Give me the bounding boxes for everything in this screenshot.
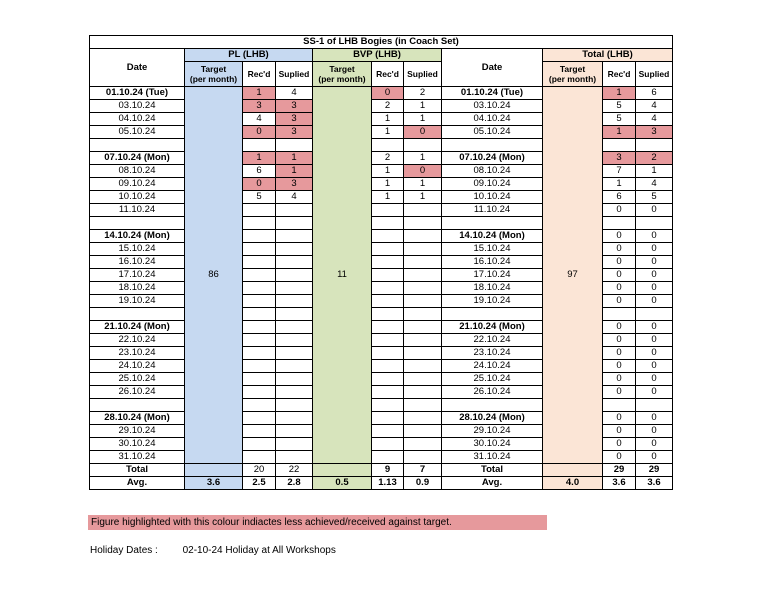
pl-suplied-cell (276, 321, 313, 334)
date-cell: 31.10.24 (90, 451, 185, 464)
pl-recd-cell: 1 (243, 87, 276, 100)
total-suplied-cell: 0 (636, 438, 673, 451)
date-cell: 25.10.24 (90, 373, 185, 386)
pl-suplied-header: Suplied (276, 62, 313, 87)
total-recd-avg: 3.6 (603, 477, 636, 490)
bvp-suplied-cell (404, 282, 442, 295)
date-cell: 19.10.24 (90, 295, 185, 308)
pl-suplied-cell (276, 451, 313, 464)
total-recd-cell: 1 (603, 87, 636, 100)
total-recd-cell: 5 (603, 113, 636, 126)
total-recd-cell: 0 (603, 230, 636, 243)
pl-recd-cell: 3 (243, 100, 276, 113)
pl-recd-cell (243, 217, 276, 230)
date-cell-2: 07.10.24 (Mon) (442, 152, 543, 165)
total-suplied-total: 29 (636, 464, 673, 477)
total-label-2: Total (442, 464, 543, 477)
bvp-suplied-cell (404, 347, 442, 360)
date-cell-2: 04.10.24 (442, 113, 543, 126)
bvp-target-avg: 0.5 (313, 477, 372, 490)
date-cell (90, 217, 185, 230)
pl-recd-cell (243, 334, 276, 347)
pl-recd-cell (243, 425, 276, 438)
date-cell: 07.10.24 (Mon) (90, 152, 185, 165)
pl-suplied-cell (276, 412, 313, 425)
date-cell (90, 308, 185, 321)
bvp-suplied-cell (404, 295, 442, 308)
bvp-recd-cell (372, 334, 404, 347)
pl-suplied-cell (276, 282, 313, 295)
bvp-target-cell: 11 (313, 87, 372, 464)
bvp-recd-cell (372, 295, 404, 308)
date-cell-2: 29.10.24 (442, 425, 543, 438)
bvp-suplied-cell (404, 139, 442, 152)
holiday-label: Holiday Dates : (90, 545, 158, 556)
total-target-header: Target (per month) (543, 62, 603, 87)
date-cell: 21.10.24 (Mon) (90, 321, 185, 334)
total-suplied-cell: 0 (636, 204, 673, 217)
bvp-suplied-cell: 1 (404, 113, 442, 126)
total-suplied-cell: 0 (636, 269, 673, 282)
pl-recd-header: Rec'd (243, 62, 276, 87)
avg-row (90, 477, 673, 490)
date-cell-2: 14.10.24 (Mon) (442, 230, 543, 243)
date-cell-2: 01.10.24 (Tue) (442, 87, 543, 100)
bvp-suplied-cell (404, 256, 442, 269)
total-recd-cell: 0 (603, 425, 636, 438)
date-cell: 11.10.24 (90, 204, 185, 217)
date-cell: 10.10.24 (90, 191, 185, 204)
pl-recd-cell (243, 230, 276, 243)
pl-suplied-avg: 2.8 (276, 477, 313, 490)
total-suplied-cell: 0 (636, 451, 673, 464)
pl-recd-cell (243, 360, 276, 373)
pl-recd-cell (243, 256, 276, 269)
pl-suplied-cell (276, 386, 313, 399)
date-cell-2 (442, 308, 543, 321)
bvp-recd-cell (372, 399, 404, 412)
pl-suplied-cell: 3 (276, 100, 313, 113)
pl-suplied-cell (276, 217, 313, 230)
pl-recd-cell (243, 438, 276, 451)
bvp-recd-header: Rec'd (372, 62, 404, 87)
date-cell: 24.10.24 (90, 360, 185, 373)
bvp-suplied-cell: 1 (404, 100, 442, 113)
total-recd-cell: 0 (603, 204, 636, 217)
bvp-recd-avg: 1.13 (372, 477, 404, 490)
bvp-recd-cell (372, 282, 404, 295)
pl-recd-cell (243, 243, 276, 256)
pl-suplied-cell: 3 (276, 113, 313, 126)
bvp-recd-cell: 1 (372, 126, 404, 139)
date-header-2: Date (442, 49, 543, 87)
pl-suplied-cell: 4 (276, 87, 313, 100)
total-row (90, 464, 673, 477)
total-suplied-cell: 6 (636, 87, 673, 100)
pl-recd-cell (243, 347, 276, 360)
date-cell-2 (442, 217, 543, 230)
total-recd-cell (603, 217, 636, 230)
bvp-recd-cell: 2 (372, 152, 404, 165)
total-suplied-cell (636, 139, 673, 152)
total-suplied-cell: 1 (636, 165, 673, 178)
pl-target-header: Target (per month) (185, 62, 243, 87)
bvp-target-total (313, 464, 372, 477)
bvp-recd-cell (372, 139, 404, 152)
pl-suplied-cell: 3 (276, 126, 313, 139)
bvp-suplied-cell (404, 399, 442, 412)
bvp-recd-cell (372, 308, 404, 321)
date-cell: 01.10.24 (Tue) (90, 87, 185, 100)
table-row (90, 87, 673, 100)
pl-suplied-total: 22 (276, 464, 313, 477)
bvp-recd-cell (372, 243, 404, 256)
date-cell: 30.10.24 (90, 438, 185, 451)
date-cell-2: 17.10.24 (442, 269, 543, 282)
pl-suplied-cell (276, 373, 313, 386)
bvp-suplied-cell (404, 321, 442, 334)
bvp-recd-cell (372, 217, 404, 230)
total-recd-cell: 0 (603, 438, 636, 451)
total-target-avg: 4.0 (543, 477, 603, 490)
date-cell-2: 09.10.24 (442, 178, 543, 191)
date-cell-2: 23.10.24 (442, 347, 543, 360)
pl-suplied-cell (276, 308, 313, 321)
holiday-value: 02-10-24 Holiday at All Workshops (182, 545, 336, 556)
bvp-recd-cell (372, 360, 404, 373)
bvp-suplied-header: Suplied (404, 62, 442, 87)
bvp-suplied-total: 7 (404, 464, 442, 477)
total-recd-cell: 3 (603, 152, 636, 165)
bvp-recd-cell: 1 (372, 113, 404, 126)
bvp-recd-cell (372, 347, 404, 360)
date-cell-2: 08.10.24 (442, 165, 543, 178)
date-cell-2: 26.10.24 (442, 386, 543, 399)
total-suplied-avg: 3.6 (636, 477, 673, 490)
total-suplied-cell: 3 (636, 126, 673, 139)
total-recd-cell (603, 139, 636, 152)
pl-recd-cell: 4 (243, 113, 276, 126)
total-suplied-cell: 4 (636, 178, 673, 191)
total-recd-cell (603, 399, 636, 412)
date-cell-2: 30.10.24 (442, 438, 543, 451)
bvp-group-header: BVP (LHB) (313, 49, 442, 62)
bvp-suplied-cell: 0 (404, 126, 442, 139)
bvp-recd-total: 9 (372, 464, 404, 477)
total-suplied-cell: 0 (636, 282, 673, 295)
date-cell: 08.10.24 (90, 165, 185, 178)
pl-suplied-cell (276, 139, 313, 152)
total-recd-cell: 0 (603, 321, 636, 334)
total-suplied-cell: 4 (636, 100, 673, 113)
bvp-recd-cell: 1 (372, 178, 404, 191)
date-cell-2: 16.10.24 (442, 256, 543, 269)
pl-recd-cell (243, 399, 276, 412)
total-target-cell: 97 (543, 87, 603, 464)
bvp-recd-cell (372, 373, 404, 386)
pl-suplied-cell (276, 243, 313, 256)
date-cell: 28.10.24 (Mon) (90, 412, 185, 425)
pl-suplied-cell (276, 204, 313, 217)
pl-suplied-cell (276, 256, 313, 269)
date-cell-2: 05.10.24 (442, 126, 543, 139)
total-suplied-cell: 2 (636, 152, 673, 165)
pl-recd-cell (243, 373, 276, 386)
pl-target-total (185, 464, 243, 477)
total-suplied-cell: 0 (636, 347, 673, 360)
date-cell: 22.10.24 (90, 334, 185, 347)
bvp-recd-cell (372, 269, 404, 282)
total-recd-cell: 6 (603, 191, 636, 204)
bvp-suplied-cell: 0 (404, 165, 442, 178)
bvp-suplied-cell (404, 386, 442, 399)
date-cell: 23.10.24 (90, 347, 185, 360)
bvp-suplied-cell (404, 230, 442, 243)
pl-target-avg: 3.6 (185, 477, 243, 490)
pl-suplied-cell (276, 360, 313, 373)
total-recd-cell: 1 (603, 178, 636, 191)
total-recd-cell: 0 (603, 243, 636, 256)
bvp-recd-cell (372, 230, 404, 243)
bvp-suplied-cell (404, 243, 442, 256)
date-header: Date (90, 49, 185, 87)
table-body (90, 87, 673, 464)
bvp-suplied-cell: 2 (404, 87, 442, 100)
holiday-dates (90, 545, 336, 556)
total-suplied-header: Suplied (636, 62, 673, 87)
total-recd-total: 29 (603, 464, 636, 477)
total-suplied-cell: 0 (636, 412, 673, 425)
date-cell: 29.10.24 (90, 425, 185, 438)
total-target-total (543, 464, 603, 477)
date-cell-2: 19.10.24 (442, 295, 543, 308)
date-cell-2: 18.10.24 (442, 282, 543, 295)
total-recd-cell: 0 (603, 347, 636, 360)
pl-group-header: PL (LHB) (185, 49, 313, 62)
total-recd-cell: 0 (603, 451, 636, 464)
pl-suplied-cell: 1 (276, 152, 313, 165)
pl-recd-cell (243, 269, 276, 282)
pl-suplied-cell (276, 347, 313, 360)
bvp-suplied-cell: 1 (404, 191, 442, 204)
total-suplied-cell: 4 (636, 113, 673, 126)
date-cell: 26.10.24 (90, 386, 185, 399)
highlight-legend-note: Figure highlighted with this colour indiactes less achieved/received against target. (88, 515, 547, 530)
bvp-suplied-cell: 1 (404, 178, 442, 191)
date-cell: 04.10.24 (90, 113, 185, 126)
pl-recd-cell (243, 321, 276, 334)
pl-recd-cell (243, 451, 276, 464)
pl-recd-cell (243, 139, 276, 152)
date-cell-2: 28.10.24 (Mon) (442, 412, 543, 425)
pl-recd-cell (243, 308, 276, 321)
pl-suplied-cell: 1 (276, 165, 313, 178)
total-suplied-cell: 0 (636, 386, 673, 399)
total-suplied-cell: 0 (636, 243, 673, 256)
pl-recd-cell (243, 386, 276, 399)
bvp-suplied-cell (404, 451, 442, 464)
bvp-suplied-cell: 1 (404, 152, 442, 165)
date-cell-2 (442, 399, 543, 412)
date-cell: 16.10.24 (90, 256, 185, 269)
pl-target-cell: 86 (185, 87, 243, 464)
pl-suplied-cell (276, 425, 313, 438)
date-cell-2: 10.10.24 (442, 191, 543, 204)
bvp-suplied-cell (404, 373, 442, 386)
bvp-recd-cell (372, 412, 404, 425)
total-suplied-cell (636, 399, 673, 412)
total-suplied-cell: 0 (636, 295, 673, 308)
total-recd-cell: 0 (603, 282, 636, 295)
bvp-recd-cell (372, 321, 404, 334)
total-label: Total (90, 464, 185, 477)
date-cell (90, 139, 185, 152)
date-cell-2: 11.10.24 (442, 204, 543, 217)
total-recd-cell (603, 308, 636, 321)
total-recd-header: Rec'd (603, 62, 636, 87)
date-cell: 14.10.24 (Mon) (90, 230, 185, 243)
pl-suplied-cell (276, 269, 313, 282)
bvp-recd-cell: 1 (372, 191, 404, 204)
date-cell-2: 31.10.24 (442, 451, 543, 464)
pl-recd-cell: 5 (243, 191, 276, 204)
date-cell-2: 24.10.24 (442, 360, 543, 373)
pl-suplied-cell (276, 438, 313, 451)
total-suplied-cell: 0 (636, 373, 673, 386)
date-cell: 17.10.24 (90, 269, 185, 282)
pl-recd-cell: 1 (243, 152, 276, 165)
bvp-suplied-cell (404, 360, 442, 373)
bvp-recd-cell (372, 425, 404, 438)
bvp-recd-cell (372, 451, 404, 464)
bvp-recd-cell (372, 438, 404, 451)
bvp-recd-cell (372, 204, 404, 217)
date-cell: 09.10.24 (90, 178, 185, 191)
bvp-suplied-cell (404, 438, 442, 451)
date-cell: 05.10.24 (90, 126, 185, 139)
date-cell-2: 22.10.24 (442, 334, 543, 347)
bvp-target-header: Target (per month) (313, 62, 372, 87)
date-cell-2: 15.10.24 (442, 243, 543, 256)
bvp-recd-cell: 0 (372, 87, 404, 100)
total-group-header: Total (LHB) (543, 49, 673, 62)
date-cell: 18.10.24 (90, 282, 185, 295)
pl-recd-total: 20 (243, 464, 276, 477)
pl-recd-cell (243, 282, 276, 295)
pl-suplied-cell (276, 295, 313, 308)
total-suplied-cell: 0 (636, 425, 673, 438)
bvp-suplied-avg: 0.9 (404, 477, 442, 490)
total-recd-cell: 0 (603, 386, 636, 399)
total-recd-cell: 5 (603, 100, 636, 113)
date-cell-2 (442, 139, 543, 152)
bvp-suplied-cell (404, 269, 442, 282)
bvp-suplied-cell (404, 334, 442, 347)
total-suplied-cell (636, 217, 673, 230)
pl-recd-cell (243, 204, 276, 217)
pl-recd-cell (243, 295, 276, 308)
total-recd-cell: 0 (603, 334, 636, 347)
total-recd-cell: 0 (603, 412, 636, 425)
total-suplied-cell: 0 (636, 230, 673, 243)
total-suplied-cell: 0 (636, 334, 673, 347)
date-cell: 15.10.24 (90, 243, 185, 256)
pl-recd-cell: 0 (243, 126, 276, 139)
pl-recd-cell (243, 412, 276, 425)
total-recd-cell: 7 (603, 165, 636, 178)
date-cell-2: 03.10.24 (442, 100, 543, 113)
bvp-suplied-cell (404, 425, 442, 438)
total-recd-cell: 0 (603, 373, 636, 386)
pl-suplied-cell (276, 230, 313, 243)
date-cell-2: 25.10.24 (442, 373, 543, 386)
bvp-suplied-cell (404, 204, 442, 217)
bogie-status-table (89, 35, 673, 490)
bvp-suplied-cell (404, 308, 442, 321)
total-suplied-cell: 0 (636, 256, 673, 269)
pl-recd-avg: 2.5 (243, 477, 276, 490)
pl-suplied-cell: 4 (276, 191, 313, 204)
total-suplied-cell: 0 (636, 321, 673, 334)
date-cell: 03.10.24 (90, 100, 185, 113)
pl-suplied-cell (276, 399, 313, 412)
total-suplied-cell: 5 (636, 191, 673, 204)
date-cell-2: 21.10.24 (Mon) (442, 321, 543, 334)
bvp-recd-cell (372, 256, 404, 269)
bvp-recd-cell: 1 (372, 165, 404, 178)
avg-label-2: Avg. (442, 477, 543, 490)
pl-recd-cell: 0 (243, 178, 276, 191)
date-cell (90, 399, 185, 412)
pl-suplied-cell (276, 334, 313, 347)
bvp-recd-cell: 2 (372, 100, 404, 113)
table-title: SS-1 of LHB Bogies (in Coach Set) (90, 36, 673, 49)
total-recd-cell: 0 (603, 256, 636, 269)
avg-label: Avg. (90, 477, 185, 490)
total-recd-cell: 1 (603, 126, 636, 139)
total-recd-cell: 0 (603, 269, 636, 282)
total-recd-cell: 0 (603, 360, 636, 373)
bvp-recd-cell (372, 386, 404, 399)
total-suplied-cell (636, 308, 673, 321)
bvp-suplied-cell (404, 412, 442, 425)
total-suplied-cell: 0 (636, 360, 673, 373)
total-recd-cell: 0 (603, 295, 636, 308)
pl-suplied-cell: 3 (276, 178, 313, 191)
bvp-suplied-cell (404, 217, 442, 230)
pl-recd-cell: 6 (243, 165, 276, 178)
